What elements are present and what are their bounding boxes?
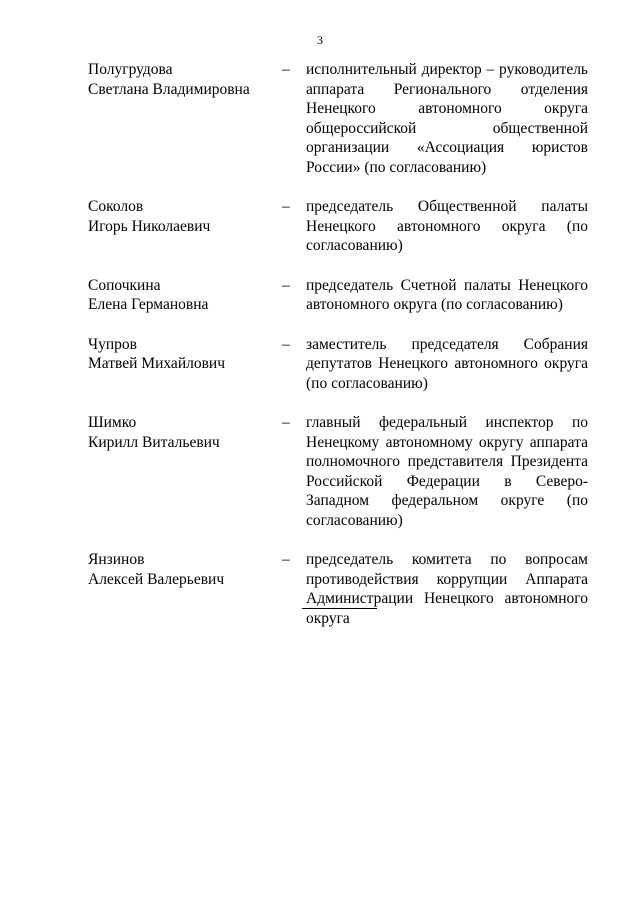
member-list: [88, 60, 588, 628]
member-position: исполнительный директор – руководитель аппарата Регионального отделения Ненецкого автономного округа общероссийской общественной организации «Ассоциация юристов России» (по согласованию): [306, 61, 588, 176]
separator-dash: –: [282, 198, 290, 215]
member-surname: Сопочкина: [88, 276, 161, 294]
list-item: [88, 276, 588, 315]
list-item: [88, 335, 588, 394]
member-position: председатель Счетной палаты Ненецкого автономного округа (по согласованию): [306, 276, 588, 313]
list-item: [88, 197, 588, 256]
member-given-names: Елена Германовна: [88, 296, 209, 313]
member-position: главный федеральный инспектор по Ненецкому автономному округу аппарата полномочного представителя Президента Российской Федерации в Северо-Западном федеральном округе (по согласованию): [306, 414, 588, 529]
member-name: [88, 335, 278, 374]
member-surname: Полугрудова: [88, 61, 173, 78]
member-position: председатель комитета по вопросам противодействия коррупции Аппарата Администрации Ненецкого автономного округа: [306, 551, 588, 627]
list-item: [88, 60, 588, 177]
member-name: [88, 276, 278, 315]
member-given-names: Игорь Николаевич: [88, 217, 211, 235]
member-given-names: Алексей Валерьевич: [88, 570, 225, 588]
member-name: [88, 550, 278, 589]
page-number: 3: [317, 33, 323, 47]
member-surname: Шимко: [88, 414, 137, 431]
member-given-names: Кирилл Витальевич: [88, 433, 220, 451]
member-name: [88, 413, 278, 452]
member-position: заместитель председателя Собрания депутатов Ненецкого автономного округа (по согласованию): [306, 335, 588, 392]
member-position: председатель Общественной палаты Ненецкого автономного округа (по согласованию): [306, 198, 588, 254]
list-item: [88, 550, 588, 628]
member-given-names: Матвей Михайлович: [88, 355, 226, 372]
member-name: [88, 60, 278, 99]
separator-dash: –: [282, 551, 290, 568]
member-name: [88, 197, 278, 236]
separator-dash: –: [282, 335, 290, 353]
separator-dash: –: [282, 61, 290, 78]
member-given-names: Светлана Владимировна: [88, 80, 250, 98]
member-surname: Янзинов: [88, 551, 145, 568]
member-surname: Соколов: [88, 198, 144, 215]
separator-dash: –: [282, 414, 290, 431]
list-item: [88, 413, 588, 530]
member-surname: Чупров: [88, 335, 137, 353]
end-of-document-line: [302, 608, 377, 609]
separator-dash: –: [282, 276, 290, 294]
